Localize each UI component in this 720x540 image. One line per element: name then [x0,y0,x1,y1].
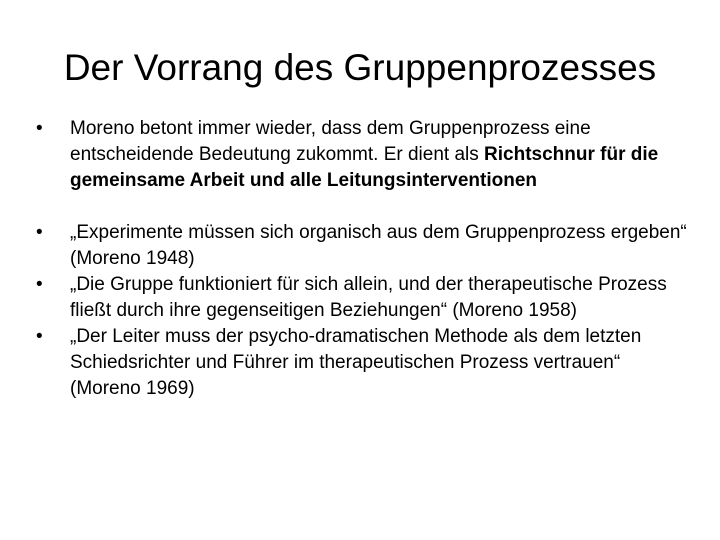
bullet-bold-text-1: Richtschnur für die gemeinsame Arbeit und alle Leitungsinterventionen [70,144,659,191]
bullet-text-1: Moreno betont immer wieder, dass dem Gruppenprozess eine entscheidende Bedeutung zukommt. Er dient als [70,118,591,165]
bullet-list [36,116,696,402]
bullet-item-2 [36,220,696,272]
bullet-marker: • [36,326,43,347]
bullet-text-2: „Experimente müssen sich organisch aus dem Gruppenprozess ergeben“ (Moreno 1948) [70,222,687,269]
bullet-marker: • [36,118,43,139]
bullet-marker: • [36,274,43,295]
bullet-text-4: „Der Leiter muss der psycho-dramatischen Methode als dem letzten Schiedsrichter und Führer im therapeutischen Prozess vertrauen“ (Moreno 1969) [70,326,642,399]
bullet-marker: • [36,222,43,243]
bullet-item-3 [36,272,696,324]
bullet-item-1 [36,116,696,194]
bullet-text-3: „Die Gruppe funktioniert für sich allein, und der therapeutische Prozess fließt durch ihre gegenseitigen Beziehungen“ (Moreno 1958) [70,274,667,321]
bullet-item-4 [36,324,696,402]
slide-title: Der Vorrang des Gruppenprozesses [63,47,657,88]
